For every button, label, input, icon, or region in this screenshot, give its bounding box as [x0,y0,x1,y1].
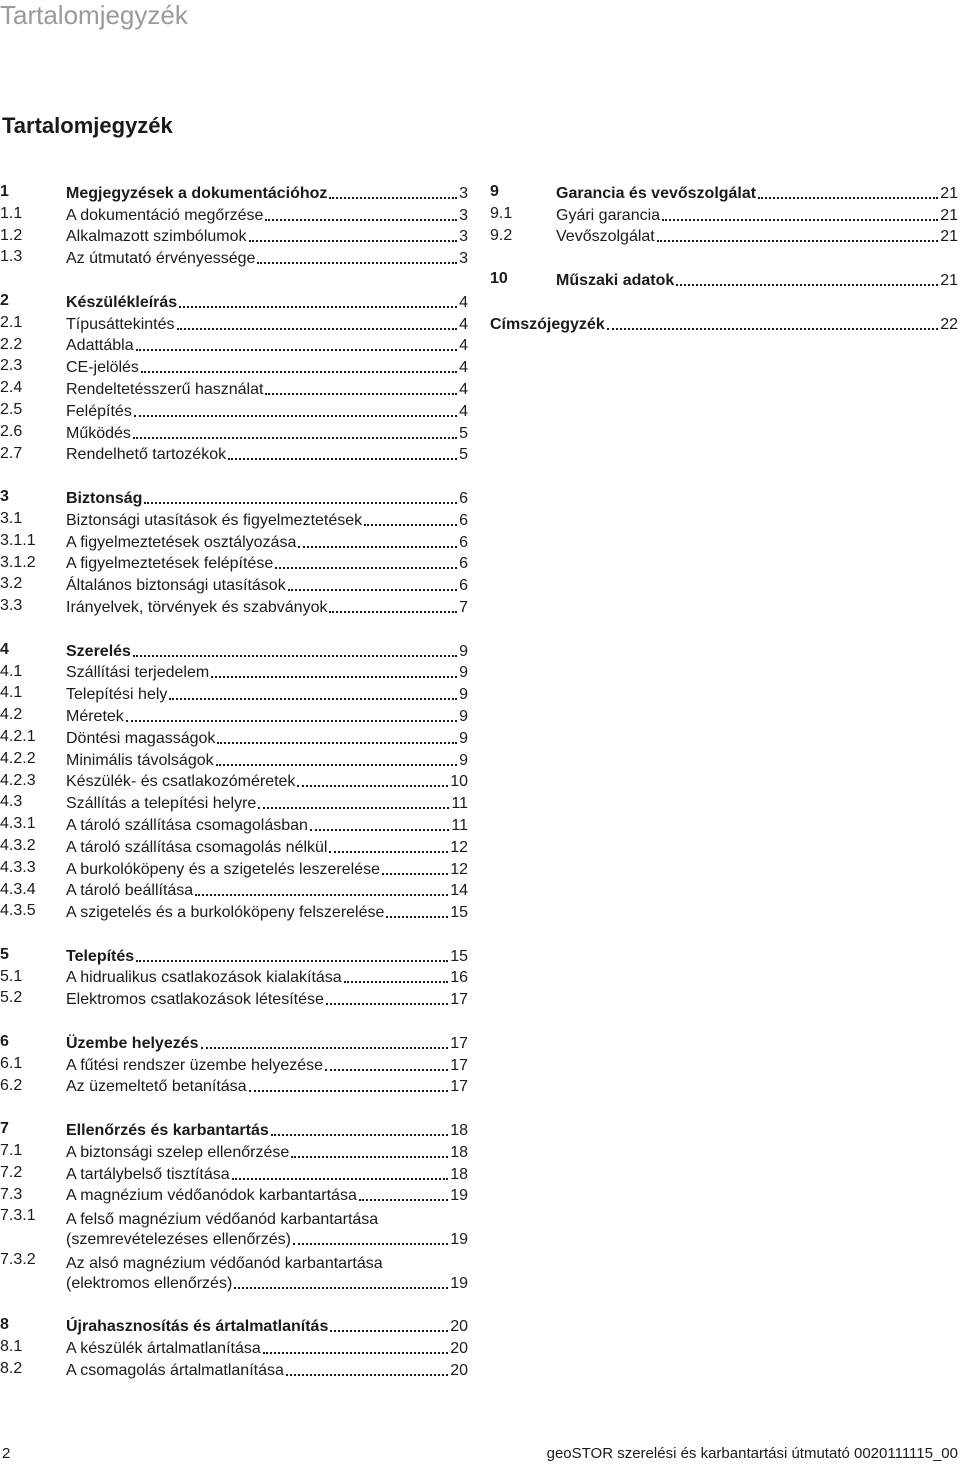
toc-entry-number: 7.1 [0,1142,23,1160]
toc-entry-page: 6 [459,511,468,529]
toc-entry-title: A figyelmeztetések osztályozása [66,533,297,551]
toc-entry-number: 2.5 [0,400,23,418]
toc-entry[interactable] [0,313,468,335]
toc-entry-number: 4.2.2 [0,749,36,767]
footer-document-title: geoSTOR szerelési és karbantartási útmutató 0020111115_00 [546,1445,958,1462]
toc-entry-page: 21 [940,206,958,224]
toc-entry[interactable] [0,509,468,531]
dot-leader [293,1243,448,1245]
dot-leader [329,197,457,199]
toc-entry-page: 4 [459,380,468,398]
toc-entry-page: 4 [459,337,468,355]
toc-entry[interactable] [0,1337,468,1359]
dot-leader [657,240,938,242]
toc-entry-number: 6 [0,1033,9,1051]
dot-leader [607,328,938,330]
toc-entry-number: 4.1 [0,684,23,702]
toc-entry[interactable] [0,444,468,466]
toc-entry[interactable] [0,226,468,248]
toc-entry-number: 7.3.2 [0,1251,36,1269]
toc-entry-number: 5.1 [0,967,23,985]
toc-entry[interactable] [0,836,468,858]
toc-entry-page: 11 [451,816,468,834]
toc-entry-page: 3 [459,250,468,268]
toc-entry-page: 22 [940,315,958,333]
toc-entry-title: Készülékleírás [66,293,178,311]
dot-leader [286,1374,448,1376]
toc-entry-number: 7.3.1 [0,1207,36,1225]
toc-entry-number: 1.1 [0,204,23,222]
toc-entry-title: CE-jelölés [66,359,139,377]
dot-leader [298,546,457,548]
toc-entry-number: 4.2 [0,706,23,724]
toc-entry[interactable] [0,1163,468,1185]
toc-entry-title: A hidrualikus csatlakozások kialakítása [66,969,342,987]
toc-entry-number: 1.2 [0,226,23,244]
toc-entry-number: 4.3.4 [0,880,36,898]
dot-leader [297,785,448,787]
toc-spacer [0,465,468,487]
toc-entry-number: 6.2 [0,1076,23,1094]
dot-leader [382,873,448,875]
toc-entry-number: 4 [0,640,9,658]
toc-entry-title: Minimális távolságok [66,751,214,769]
toc-entry-page: 3 [459,206,468,224]
toc-entry-page: 21 [940,271,958,289]
toc-entry-page: 20 [450,1318,468,1336]
dot-leader [265,393,457,395]
dot-leader [330,1330,448,1332]
toc-entry-page: 15 [450,904,468,922]
toc-entry-title: Ellenőrzés és karbantartás [66,1122,269,1140]
toc-entry-number: 10 [490,270,508,288]
toc-entry-number: 9 [490,183,499,200]
toc-entry-title: A tároló szállítása csomagolás nélkül [66,838,328,856]
toc-spacer [0,1010,468,1032]
toc-entry-title: Újrahasznosítás és ártalmatlanítás [66,1318,329,1336]
toc-spacer [0,618,468,640]
dot-leader [359,1199,448,1201]
dot-leader [179,306,457,308]
dot-leader [141,371,457,373]
dot-leader [126,720,457,722]
toc-entry-number: 4.3.1 [0,815,36,833]
dot-leader [263,1352,448,1354]
dot-leader [169,698,457,700]
toc-right-column [490,182,958,335]
toc-entry-page: 17 [450,1034,468,1052]
toc-entry-page: 6 [459,555,468,573]
toc-entry[interactable] [0,705,468,727]
toc-entry-page: 10 [450,773,468,791]
toc-entry-page: 5 [459,424,468,442]
toc-entry-title: A tartálybelső tisztítása [66,1165,230,1183]
dot-leader [758,197,938,199]
toc-entry-page: 6 [459,489,468,507]
toc-section-entry[interactable] [0,1315,468,1337]
toc-entry-number: 6.1 [0,1054,23,1072]
toc-entry-page: 9 [459,751,468,769]
toc-section-entry[interactable] [0,1119,468,1141]
toc-entry-page: 17 [450,1056,468,1074]
toc-entry-page: 16 [450,969,468,987]
toc-entry[interactable] [0,553,468,575]
toc-entry[interactable] [0,335,468,357]
toc-section-entry[interactable] [490,182,958,204]
toc-entry-title: Alkalmazott szimbólumok [66,228,247,246]
toc-entry-title: Megjegyzések a dokumentációhoz [66,184,328,202]
toc-entry[interactable] [0,967,468,989]
toc-entry-title-continued: (szemrevételezéses ellenőrzés) [66,1231,291,1249]
toc-entry-number: 1 [0,183,9,200]
toc-spacer [0,1294,468,1316]
dot-leader [217,742,457,744]
toc-entry-number: 4.3 [0,793,23,811]
toc-entry-number: 2.7 [0,444,23,462]
toc-entry-title: Garancia és vevőszolgálat [556,184,757,202]
footer-page-number: 2 [2,1445,11,1462]
toc-entry-number: 9.1 [490,204,513,222]
toc-entry-number: 2.1 [0,313,23,331]
toc-entry[interactable] [0,727,468,749]
toc-entry-title: Gyári garancia [556,206,661,224]
toc-entry-page: 9 [459,686,468,704]
toc-spacer [490,291,958,313]
toc-entry-number: 8.2 [0,1360,23,1378]
toc-entry[interactable] [0,683,468,705]
toc-entry-number: 7 [0,1120,9,1138]
dot-leader [133,437,457,439]
toc-entry-page: 9 [459,729,468,747]
dot-leader [133,655,457,657]
toc-entry-number: 2.3 [0,357,23,375]
dot-leader [201,1047,449,1049]
dot-leader [228,458,457,460]
toc-entry-page: 14 [450,882,468,900]
toc-entry-number: 4.3.5 [0,902,36,920]
dot-leader [134,415,457,417]
dot-leader [177,328,458,330]
toc-section-entry[interactable] [0,945,468,967]
toc-spacer [0,269,468,291]
toc-entry-title: Adattábla [66,337,134,355]
toc-entry-page: 5 [459,446,468,464]
toc-entry[interactable] [0,356,468,378]
dot-leader [258,807,449,809]
toc-entry-number: 1.3 [0,248,23,266]
toc-entry-number: 3 [0,488,9,506]
toc-entry-title-continued: (elektromos ellenőrzés) [66,1274,233,1292]
toc-entry-page: 21 [940,184,958,202]
toc-entry-title: Biztonsági utasítások és figyelmeztetések [66,511,363,529]
header-title: Tartalomjegyzék [0,0,188,30]
toc-entry-title: Biztonság [66,489,143,507]
dot-leader [195,894,448,896]
toc-entry-page: 20 [450,1361,468,1379]
toc-spacer [0,923,468,945]
toc-entry-title: A készülék ártalmatlanítása [66,1340,261,1358]
toc-entry-number: 8 [0,1316,9,1334]
toc-entry-page: 9 [459,642,468,660]
toc-entry-title: Döntési magasságok [66,729,216,747]
toc-entry-page: 9 [459,707,468,725]
toc-section-entry[interactable] [490,313,958,335]
toc-entry-title: Szerelés [66,642,131,660]
toc-entry-title: A dokumentáció megőrzése [66,206,264,224]
toc-entry[interactable] [0,1141,468,1163]
toc-entry-number: 4.3.2 [0,836,36,854]
dot-leader [275,567,457,569]
toc-entry-title: Telepítési hely [66,686,168,704]
toc-entry[interactable] [0,1206,468,1250]
toc-entry-number: 4.1 [0,662,23,680]
toc-entry[interactable] [0,204,468,226]
toc-spacer [0,1097,468,1119]
toc-entry[interactable] [0,880,468,902]
toc-entry-page: 17 [450,1078,468,1096]
toc-entry-title: A figyelmeztetések felépítése [66,555,274,573]
toc-entry-page: 18 [450,1143,468,1161]
toc-entry-number: 7.2 [0,1163,23,1181]
toc-entry-page: 17 [450,991,468,1009]
toc-entry-page: 6 [459,533,468,551]
dot-leader [216,764,457,766]
page-title: Tartalomjegyzék [2,113,173,138]
toc-entry-page: 9 [459,664,468,682]
dot-leader [344,981,449,983]
toc-entry-title: A szigetelés és a burkolóköpeny felszerelése [66,904,385,922]
dot-leader [326,1003,448,1005]
toc-entry-page: 4 [459,402,468,420]
toc-entry-title: Szállítási terjedelem [66,664,210,682]
toc-entry-number: 3.1.2 [0,553,36,571]
toc-entry-title: Típusáttekintés [66,315,175,333]
toc-entry-number: 5.2 [0,989,23,1007]
toc-entry[interactable] [0,792,468,814]
toc-entry-number: 2.4 [0,379,23,397]
toc-entry[interactable] [0,400,468,422]
toc-entry-title: Rendelhető tartozékok [66,446,227,464]
toc-entry[interactable] [0,1359,468,1381]
toc-entry-page: 18 [450,1122,468,1140]
toc-entry-title: Az útmutató érvényessége [66,250,256,268]
toc-entry-title: Elektromos csatlakozások létesítése [66,991,324,1009]
toc-entry-number: 7.3 [0,1185,23,1203]
toc-entry-number: 4.2.1 [0,727,36,745]
toc-entry[interactable] [0,988,468,1010]
toc-entry[interactable] [0,1250,468,1294]
toc-entry-number: 2.2 [0,335,23,353]
toc-entry-page: 20 [450,1340,468,1358]
dot-leader [325,1069,448,1071]
dot-leader [271,1134,448,1136]
toc-entry[interactable] [490,226,958,248]
dot-leader [291,1156,448,1158]
toc-entry-page: 7 [459,598,468,616]
toc-entry[interactable] [0,814,468,836]
toc-entry-page: 11 [451,795,468,813]
toc-entry-title: Működés [66,424,131,442]
toc-entry[interactable] [0,662,468,684]
dot-leader [211,676,457,678]
toc-entry-page: 21 [940,228,958,246]
toc-entry[interactable] [0,574,468,596]
toc-entry[interactable] [0,771,468,793]
toc-section-entry[interactable] [0,640,468,662]
dot-leader [144,502,457,504]
toc-entry-number: 8.1 [0,1338,23,1356]
dot-leader [329,851,448,853]
toc-entry-number: 2 [0,291,9,309]
toc-entry-page: 12 [450,860,468,878]
toc-entry-number: 3.1 [0,509,23,527]
toc-entry-page: 12 [450,838,468,856]
toc-entry-title: Címszójegyzék [490,315,605,333]
toc-entry-page: 3 [459,184,468,202]
toc-entry[interactable] [0,378,468,400]
toc-entry[interactable] [0,858,468,880]
dot-leader [676,284,938,286]
toc-entry[interactable] [0,901,468,923]
toc-entry-title: A csomagolás ártalmatlanítása [66,1361,284,1379]
toc-entry-title: Készülék- és csatlakozóméretek [66,773,296,791]
toc-entry-page: 6 [459,577,468,595]
toc-entry-title: A felső magnézium védőanód karbantartása [66,1211,379,1229]
dot-leader [249,240,458,242]
toc-entry[interactable] [0,596,468,618]
toc-section-entry[interactable] [0,291,468,313]
toc-spacer [490,247,958,269]
toc-entry-number: 4.3.3 [0,858,36,876]
dot-leader [329,611,457,613]
dot-leader [136,349,457,351]
toc-entry-page: 18 [450,1165,468,1183]
toc-entry-number: 4.2.3 [0,771,36,789]
toc-entry-page: 4 [459,315,468,333]
toc-entry-number: 9.2 [490,226,513,244]
dot-leader [310,829,449,831]
toc-entry-title: Üzembe helyezés [66,1034,199,1052]
toc-entry-title: A burkolóköpeny és a szigetelés leszerelése [66,860,380,878]
toc-entry-title: Irányelvek, törvények és szabványok [66,598,328,616]
toc-entry[interactable] [0,1054,468,1076]
dot-leader [265,219,457,221]
toc-entry-number: 2.6 [0,422,23,440]
toc-entry[interactable] [0,247,468,269]
toc-section-entry[interactable] [490,269,958,291]
dot-leader [386,916,448,918]
toc-entry-page: 3 [459,228,468,246]
dot-leader [232,1178,449,1180]
toc-entry-title: A fűtési rendszer üzembe helyezése [66,1056,324,1074]
toc-section-entry[interactable] [0,487,468,509]
toc-entry-title: Szállítás a telepítési helyre [66,795,257,813]
toc-entry-title: Az alsó magnézium védőanód karbantartása [66,1254,383,1272]
dot-leader [364,524,457,526]
toc-entry-title: A tároló beállítása [66,882,194,900]
toc-left-column [0,182,468,1381]
toc-entry-title: Általános biztonsági utasítások [66,577,286,595]
toc-entry-title: Rendeltetésszerű használat [66,380,264,398]
toc-entry-title: A magnézium védőanódok karbantartása [66,1187,357,1205]
dot-leader [136,960,448,962]
toc-entry-number: 3.1.1 [0,531,36,549]
dot-leader [234,1287,448,1289]
toc-entry-number: 5 [0,945,9,963]
dot-leader [257,262,457,264]
toc-entry[interactable] [0,1185,468,1207]
dot-leader [249,1090,449,1092]
toc-entry-page: 19 [450,1231,468,1249]
toc-entry-page: 19 [450,1274,468,1292]
toc-entry-title: Műszaki adatok [556,271,675,289]
toc-entry-title: Az üzemeltető betanítása [66,1078,247,1096]
toc-entry-page: 19 [450,1187,468,1205]
toc-entry[interactable] [0,422,468,444]
toc-entry[interactable] [0,1076,468,1098]
toc-entry-page: 4 [459,293,468,311]
toc-section-entry[interactable] [0,182,468,204]
toc-entry-title: Vevőszolgálat [556,228,655,246]
toc-entry[interactable] [0,531,468,553]
toc-entry[interactable] [490,204,958,226]
dot-leader [288,589,457,591]
toc-entry-number: 3.3 [0,597,23,615]
toc-entry-page: 15 [450,947,468,965]
toc-entry-title: Méretek [66,707,124,725]
toc-entry-title: Telepítés [66,947,135,965]
toc-entry-number: 3.2 [0,575,23,593]
toc-entry[interactable] [0,749,468,771]
toc-entry-title: Felépítés [66,402,132,420]
dot-leader [662,219,938,221]
toc-entry-title: A tároló szállítása csomagolásban [66,816,308,834]
toc-entry-page: 4 [459,359,468,377]
toc-entry-title: A biztonsági szelep ellenőrzése [66,1143,290,1161]
toc-section-entry[interactable] [0,1032,468,1054]
